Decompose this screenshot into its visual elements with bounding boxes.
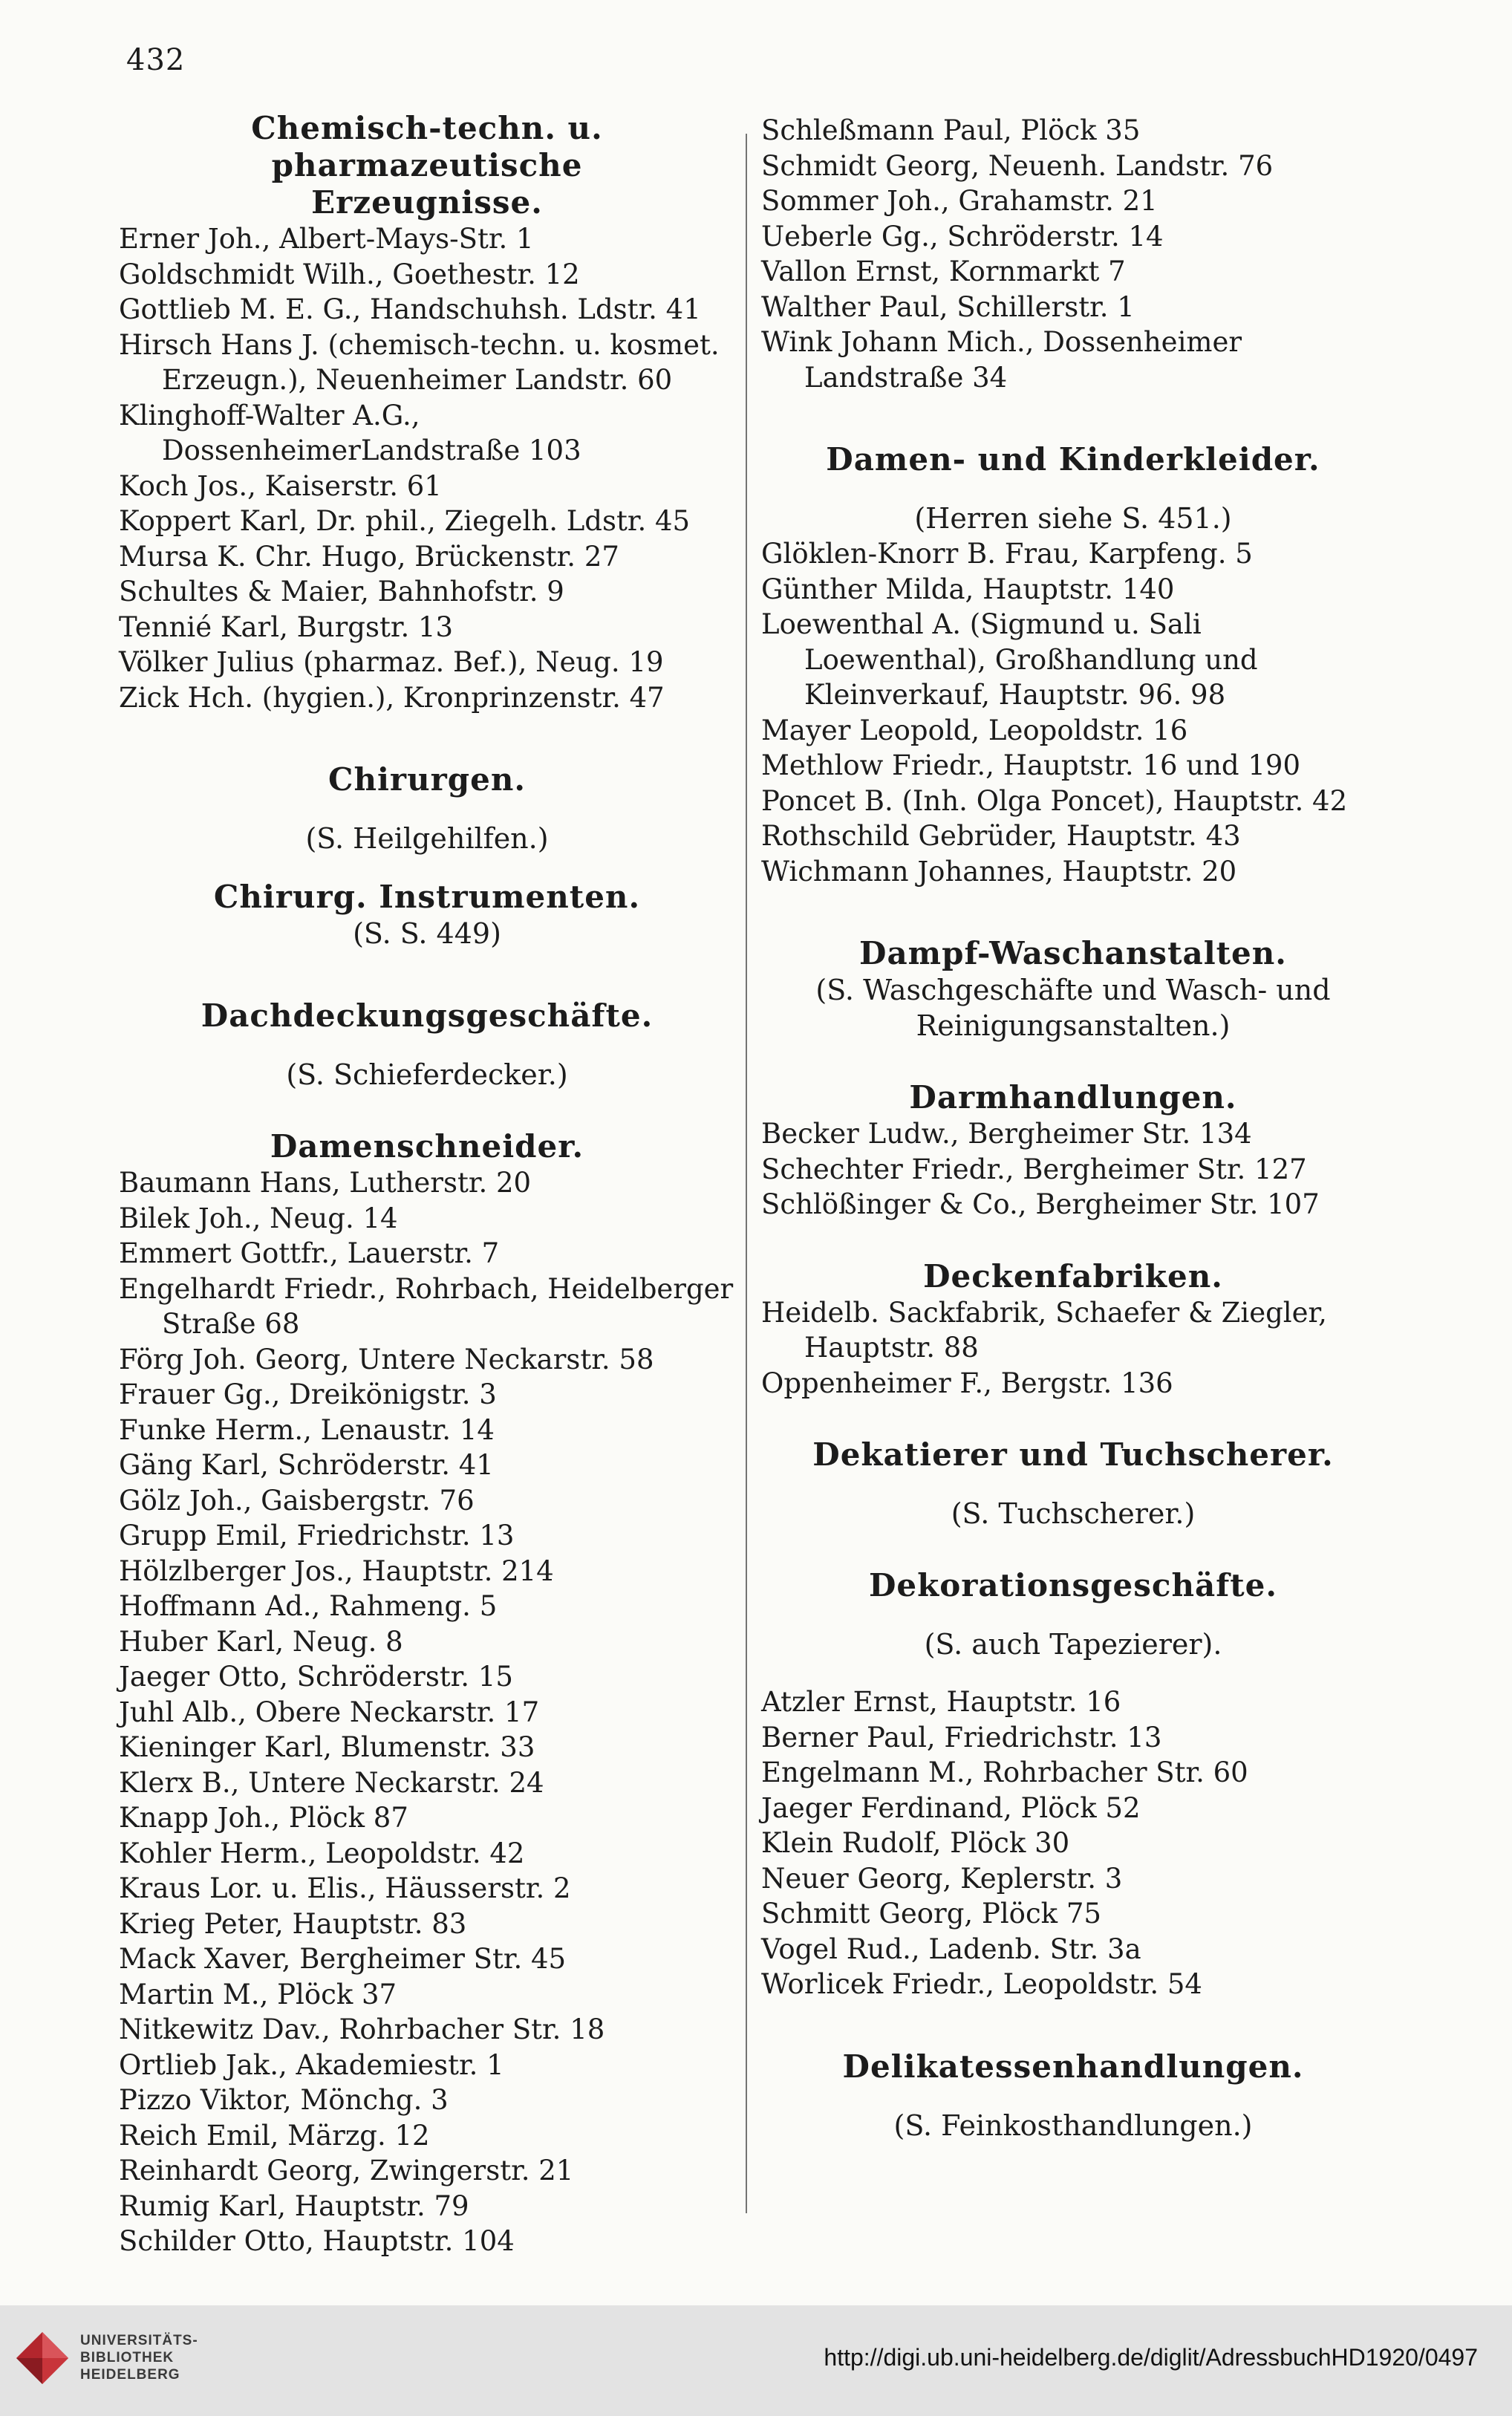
directory-entry: Atzler Ernst, Hauptstr. 16 bbox=[761, 1686, 1121, 1718]
directory-entry: Kraus Lor. u. Elis., Häusserstr. 2 bbox=[119, 1872, 571, 1904]
directory-entry: Knapp Joh., Plöck 87 bbox=[119, 1802, 408, 1834]
directory-entry: Rothschild Gebrüder, Hauptstr. 43 bbox=[761, 820, 1241, 852]
page-number: 432 bbox=[126, 43, 186, 77]
spacer bbox=[119, 798, 735, 821]
directory-entry: Schlößinger & Co., Bergheimer Str. 107 bbox=[761, 1188, 1320, 1220]
section-heading: Dachdeckungsgeschäfte. bbox=[201, 997, 654, 1034]
directory-entry: Koch Jos., Kaiserstr. 61 bbox=[119, 469, 442, 502]
directory-entry: Vogel Rud., Ladenb. Str. 3a bbox=[761, 1933, 1141, 1965]
directory-entry: Mack Xaver, Bergheimer Str. 45 bbox=[119, 1943, 567, 1975]
directory-entry: Schmidt Georg, Neuenh. Landstr. 76 bbox=[761, 149, 1274, 182]
directory-entry: Kohler Herm., Leopoldstr. 42 bbox=[119, 1837, 525, 1869]
section-heading: Damenschneider. bbox=[270, 1128, 584, 1165]
cross-reference-note: (S. auch Tapezierer). bbox=[924, 1628, 1222, 1661]
source-url-link[interactable]: http://digi.ub.uni-heidelberg.de/diglit/AdressbuchHD1920/0497 bbox=[824, 2344, 1478, 2371]
directory-entry: Gäng Karl, Schröderstr. 41 bbox=[119, 1449, 494, 1481]
spacer bbox=[761, 889, 1385, 935]
directory-entry: Engelmann M., Rohrbacher Str. 60 bbox=[761, 1756, 1248, 1788]
section-heading: Erzeugnisse. bbox=[311, 184, 543, 221]
logo-line: HEIDELBERG bbox=[80, 2367, 180, 2383]
directory-entry: Hirsch Hans J. (chemisch-techn. u. kosmet. Erzeugn.), Neuenheimer Landstr. 60 bbox=[119, 328, 720, 396]
directory-entry: Völker Julius (pharmaz. Bef.), Neug. 19 bbox=[119, 646, 664, 678]
cross-reference-note: (S. Tuchscherer.) bbox=[951, 1497, 1196, 1530]
directory-entry: Berner Paul, Friedrichstr. 13 bbox=[761, 1721, 1162, 1754]
directory-entry: Oppenheimer F., Bergstr. 136 bbox=[761, 1367, 1173, 1399]
spacer bbox=[119, 856, 735, 879]
spacer bbox=[761, 395, 1385, 441]
directory-entry: Wichmann Johannes, Hauptstr. 20 bbox=[761, 855, 1237, 888]
spacer bbox=[761, 478, 1385, 501]
directory-entry: Zick Hch. (hygien.), Kronprinzenstr. 47 bbox=[119, 681, 665, 714]
column-divider bbox=[746, 134, 747, 2213]
directory-entry: Ueberle Gg., Schröderstr. 14 bbox=[761, 220, 1164, 253]
directory-entry: Loewenthal A. (Sigmund u. Sali Loewenthal), Großhandlung und Kleinverkauf, Hauptstr. 96. 98 bbox=[761, 608, 1258, 711]
directory-entry: Baumann Hans, Lutherstr. 20 bbox=[119, 1167, 532, 1199]
directory-entry: Tennié Karl, Burgstr. 13 bbox=[119, 610, 454, 643]
section-heading: Darmhandlungen. bbox=[909, 1079, 1237, 1116]
logo-line: UNIVERSITÄTS- bbox=[80, 2333, 198, 2348]
directory-entry: Schultes & Maier, Bahnhofstr. 9 bbox=[119, 576, 564, 608]
directory-entry: Reich Emil, Märzg. 12 bbox=[119, 2119, 430, 2152]
library-logo-text bbox=[80, 2332, 198, 2383]
spacer bbox=[761, 1043, 1385, 1079]
spacer bbox=[761, 2002, 1385, 2048]
spacer bbox=[119, 951, 735, 997]
section-heading: Dampf-Waschanstalten. bbox=[859, 935, 1287, 971]
directory-entry: Funke Herm., Lenaustr. 14 bbox=[119, 1413, 495, 1446]
directory-entry: Grupp Emil, Friedrichstr. 13 bbox=[119, 1520, 515, 1551]
cross-reference-note: (S. Schieferdecker.) bbox=[286, 1058, 568, 1091]
directory-entry: Vallon Ernst, Kornmarkt 7 bbox=[761, 255, 1126, 287]
directory-entry: Mayer Leopold, Leopoldstr. 16 bbox=[761, 714, 1188, 746]
directory-entry: Ortlieb Jak., Akademiestr. 1 bbox=[119, 2048, 504, 2081]
cross-reference-note: (S. S. 449) bbox=[353, 917, 501, 950]
directory-entry: Klerx B., Untere Neckarstr. 24 bbox=[119, 1766, 544, 1799]
logo-line: BIBLIOTHEK bbox=[80, 2350, 175, 2365]
directory-entry: Rumig Karl, Hauptstr. 79 bbox=[119, 2189, 469, 2222]
directory-entry: Heidelb. Sackfabrik, Schaefer & Ziegler, Hauptstr. 88 bbox=[761, 1296, 1327, 1364]
spacer bbox=[761, 2085, 1385, 2108]
directory-entry: Gottlieb M. E. G., Handschuhsh. Ldstr. 41 bbox=[119, 293, 701, 325]
section-heading: Chemisch-techn. u. pharmazeutische bbox=[251, 110, 603, 183]
spacer bbox=[761, 1401, 1385, 1436]
directory-entry: Worlicek Friedr., Leopoldstr. 54 bbox=[761, 1968, 1202, 2000]
directory-entry: Huber Karl, Neug. 8 bbox=[119, 1625, 403, 1658]
directory-entry: Reinhardt Georg, Zwingerstr. 21 bbox=[119, 2155, 574, 2187]
directory-entry: Jaeger Ferdinand, Plöck 52 bbox=[761, 1791, 1141, 1824]
directory-entry: Krieg Peter, Hauptstr. 83 bbox=[119, 1907, 467, 1940]
directory-entry: Bilek Joh., Neug. 14 bbox=[119, 1202, 398, 1234]
spacer bbox=[761, 1531, 1385, 1567]
directory-entry: Wink Johann Mich., Dossenheimer Landstraße 34 bbox=[761, 326, 1242, 394]
directory-entry: Nitkewitz Dav., Rohrbacher Str. 18 bbox=[119, 2013, 605, 2045]
viewer-footer bbox=[0, 2305, 1512, 2416]
library-logo-icon bbox=[16, 2332, 68, 2384]
directory-entry: Frauer Gg., Dreikönigstr. 3 bbox=[119, 1378, 497, 1410]
section-heading: Deckenfabriken. bbox=[923, 1257, 1223, 1295]
directory-entry: Gölz Joh., Gaisbergstr. 76 bbox=[119, 1484, 475, 1517]
section-heading: Dekorationsgeschäfte. bbox=[868, 1567, 1278, 1603]
directory-entry: Martin M., Plöck 37 bbox=[119, 1978, 397, 2010]
directory-entry: Methlow Friedr., Hauptstr. 16 und 190 bbox=[761, 749, 1300, 781]
section-heading: Chirurgen. bbox=[328, 761, 526, 798]
section-heading: Dekatierer und Tuchscherer. bbox=[812, 1436, 1334, 1473]
directory-entry: Walther Paul, Schillerstr. 1 bbox=[761, 290, 1135, 323]
directory-entry: Koppert Karl, Dr. phil., Ziegelh. Ldstr. 45 bbox=[119, 505, 691, 537]
cross-reference-note: (S. Waschgeschäfte und Wasch- und Reinigungsanstalten.) bbox=[815, 974, 1331, 1042]
directory-entry: Juhl Alb., Obere Neckarstr. 17 bbox=[119, 1696, 540, 1728]
section-heading: Delikatessenhandlungen. bbox=[842, 2048, 1304, 2085]
directory-entry: Becker Ludw., Bergheimer Str. 134 bbox=[761, 1118, 1252, 1150]
directory-entry: Sommer Joh., Grahamstr. 21 bbox=[761, 185, 1158, 217]
directory-entry: Engelhardt Friedr., Rohrbach, Heidelberger Straße 68 bbox=[119, 1272, 734, 1340]
directory-entry: Schleßmann Paul, Plöck 35 bbox=[761, 114, 1141, 146]
directory-entry: Günther Milda, Hauptstr. 140 bbox=[761, 573, 1175, 605]
cross-reference-note: (S. Heilgehilfen.) bbox=[305, 822, 549, 855]
directory-entry: Neuer Georg, Keplerstr. 3 bbox=[761, 1862, 1123, 1895]
directory-entry: Jaeger Otto, Schröderstr. 15 bbox=[119, 1661, 513, 1693]
spacer bbox=[119, 715, 735, 761]
directory-entry: Förg Joh. Georg, Untere Neckarstr. 58 bbox=[119, 1343, 654, 1375]
directory-entry: Klein Rudolf, Plöck 30 bbox=[761, 1827, 1070, 1859]
directory-entry: Kieninger Karl, Blumenstr. 33 bbox=[119, 1731, 535, 1763]
spacer bbox=[761, 1222, 1385, 1258]
directory-entry: Goldschmidt Wilh., Goethestr. 12 bbox=[119, 258, 580, 290]
directory-entry: Klinghoff-Walter A.G., DossenheimerLandstraße 103 bbox=[119, 399, 581, 466]
directory-entry: Schechter Friedr., Bergheimer Str. 127 bbox=[761, 1153, 1307, 1185]
section-heading: Damen- und Kinderkleider. bbox=[826, 441, 1320, 478]
spacer bbox=[119, 1035, 735, 1057]
cross-reference-note: (Herren siehe S. 451.) bbox=[914, 502, 1232, 535]
directory-entry: Schilder Otto, Hauptstr. 104 bbox=[119, 2225, 515, 2257]
directory-entry: Poncet B. (Inh. Olga Poncet), Hauptstr. 42 bbox=[761, 784, 1348, 817]
right-column bbox=[761, 113, 1385, 2143]
directory-entry: Erner Joh., Albert-Mays-Str. 1 bbox=[119, 223, 534, 255]
directory-entry: Hölzlberger Jos., Hauptstr. 214 bbox=[119, 1554, 554, 1587]
directory-entry: Mursa K. Chr. Hugo, Brückenstr. 27 bbox=[119, 540, 619, 573]
directory-entry: Hoffmann Ad., Rahmeng. 5 bbox=[119, 1590, 498, 1622]
spacer bbox=[119, 1093, 735, 1128]
left-column bbox=[119, 110, 735, 2259]
section-heading: Chirurg. Instrumenten. bbox=[213, 879, 641, 915]
directory-entry: Emmert Gottfr., Lauerstr. 7 bbox=[119, 1237, 500, 1269]
directory-entry: Pizzo Viktor, Mönchg. 3 bbox=[119, 2084, 449, 2116]
spacer bbox=[761, 1662, 1385, 1684]
directory-entry: Glöklen-Knorr B. Frau, Karpfeng. 5 bbox=[761, 538, 1253, 570]
spacer bbox=[761, 1604, 1385, 1627]
cross-reference-note: (S. Feinkosthandlungen.) bbox=[893, 2109, 1253, 2142]
directory-entry: Schmitt Georg, Plöck 75 bbox=[761, 1898, 1101, 1930]
spacer bbox=[761, 1474, 1385, 1496]
